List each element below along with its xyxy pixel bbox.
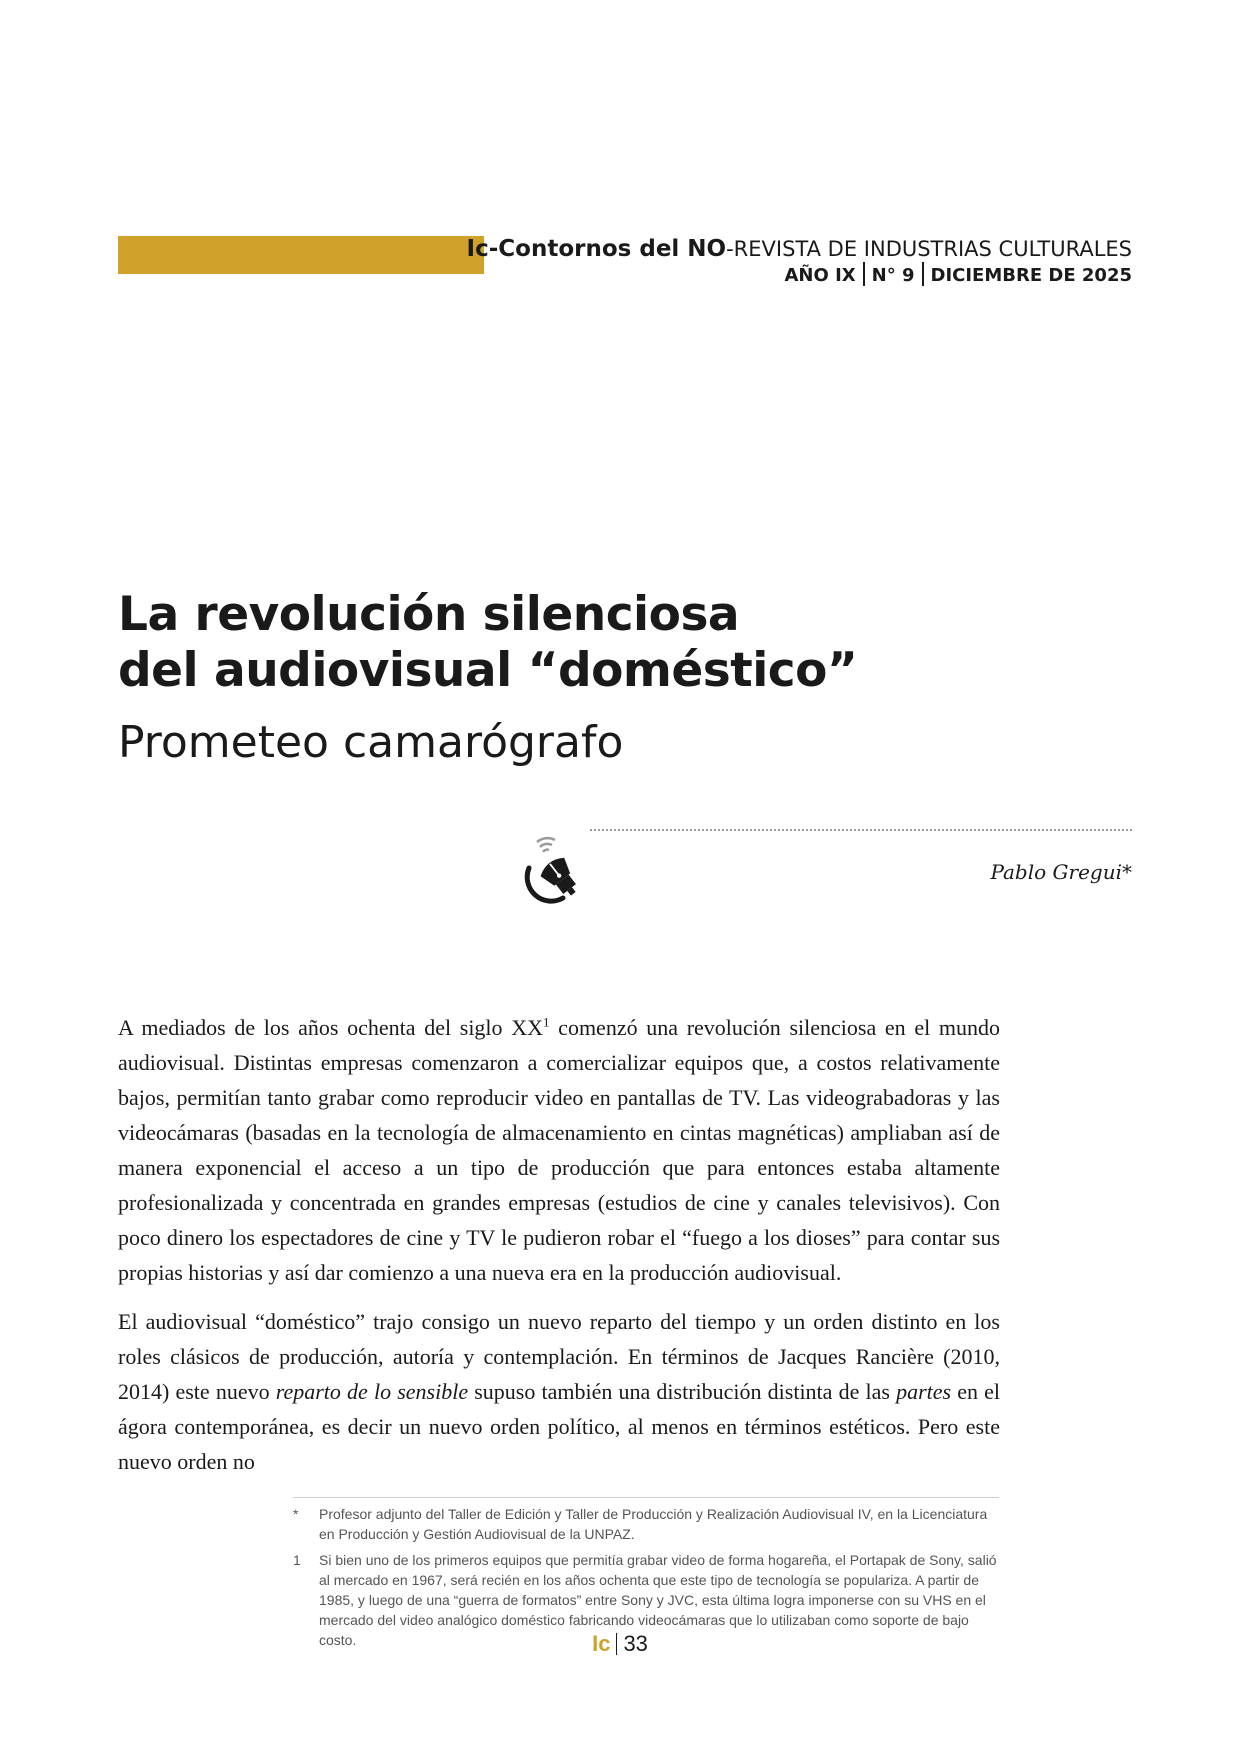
paragraph-text: en el ágora contemporánea, es decir un nuevo orden político, al menos en términos estéticos. Pero este nuevo orden no [118,1379,1000,1474]
journal-title-line [467,236,1132,262]
journal-issue-line [467,262,1132,290]
paragraph-text: supuso también una distribución distinta de las [468,1379,897,1404]
journal-date: DICIEMBRE DE 2025 [930,265,1132,286]
article-subtitle: Prometeo camarógrafo [118,717,624,768]
author-divider [590,829,1132,831]
body-paragraph [118,1010,1000,1290]
journal-header [467,236,1132,290]
footnote-text: Si bien uno de los primeros equipos que permitía grabar video de forma hogareña, el Portapak de Sony, salió al mercado en 1967, será recién en los años ochenta que este tipo de tecnología se populariza. A partir de 1985, y luego de una “guerra de formatos” entre Sony y JVC, esta última logra imponerse con su VHS en el mercado del video analógico doméstico fabricando videocámaras que lo utilizaban como soporte de bajo costo. [319,1552,997,1648]
footnote [293,1504,999,1544]
body-paragraph [118,1304,1000,1479]
article-title-line1: La revolución silenciosa [118,587,740,642]
article-title-line2: del audiovisual “doméstico” [118,643,858,698]
article-body [118,1010,1000,1493]
footnote-divider [293,1497,999,1498]
paragraph-text: comenzó una revolución silenciosa en el mundo audiovisual. Distintas empresas comenzaron a comercializar equipos que, a costos relativamente bajos, permitían tanto grabar como reproducir video en pantallas de TV. Las videograbadoras y las videocámaras (basadas en la tecnología de almacenamiento en cintas magnéticas) ampliaban así de manera exponencial el acceso a un tipo de producción que para entonces estaba altamente profesionalizada y concentrada en grandes empresas (estudios de cine y canales televisivos). Con poco dinero los espectadores de cine y TV le pudieron robar el “fuego a los dioses” para contar sus propias historias y así dar comienzo a una nueva era en la producción audiovisual. [118,1015,1000,1285]
italic-term: reparto de lo sensible [275,1379,469,1404]
footnote-reference[interactable]: 1 [543,1014,550,1030]
journal-subtitle: -REVISTA DE INDUSTRIAS CULTURALES [726,237,1132,261]
separator [863,262,865,286]
footer-separator [616,1633,617,1655]
author-name: Pablo Gregui* [990,860,1132,884]
footnote-text: Profesor adjunto del Taller de Edición y Taller de Producción y Realización Audiovisual IV, en la Licenciatura en Producción y Gestión Audiovisual de la UNPAZ. [319,1506,988,1542]
page-number: 33 [623,1631,648,1656]
paragraph-text: A mediados de los años ochenta del siglo XX [118,1015,543,1040]
header-accent-bar [118,236,484,274]
article-title [118,587,857,699]
journal-name: Ic-Contornos del NO [466,236,727,262]
footer-logo: Ic [592,1631,611,1656]
paragraph-text: El audiovisual “doméstico” trajo consigo un nuevo reparto del tiempo y un orden distinto en los roles clásicos de producción, autoría y contemplación. En términos de Jacques Rancière (2010, 2014) este nuevo [118,1309,1000,1404]
footnote-mark: * [293,1506,299,1522]
footnote-mark: 1 [293,1552,301,1568]
italic-term: partes [896,1379,952,1404]
separator [922,262,924,286]
pen-nib-broadcast-icon [515,828,591,904]
journal-year: AÑO IX [784,265,856,286]
page-footer [0,1630,1240,1658]
journal-issue: N° 9 [871,265,915,286]
